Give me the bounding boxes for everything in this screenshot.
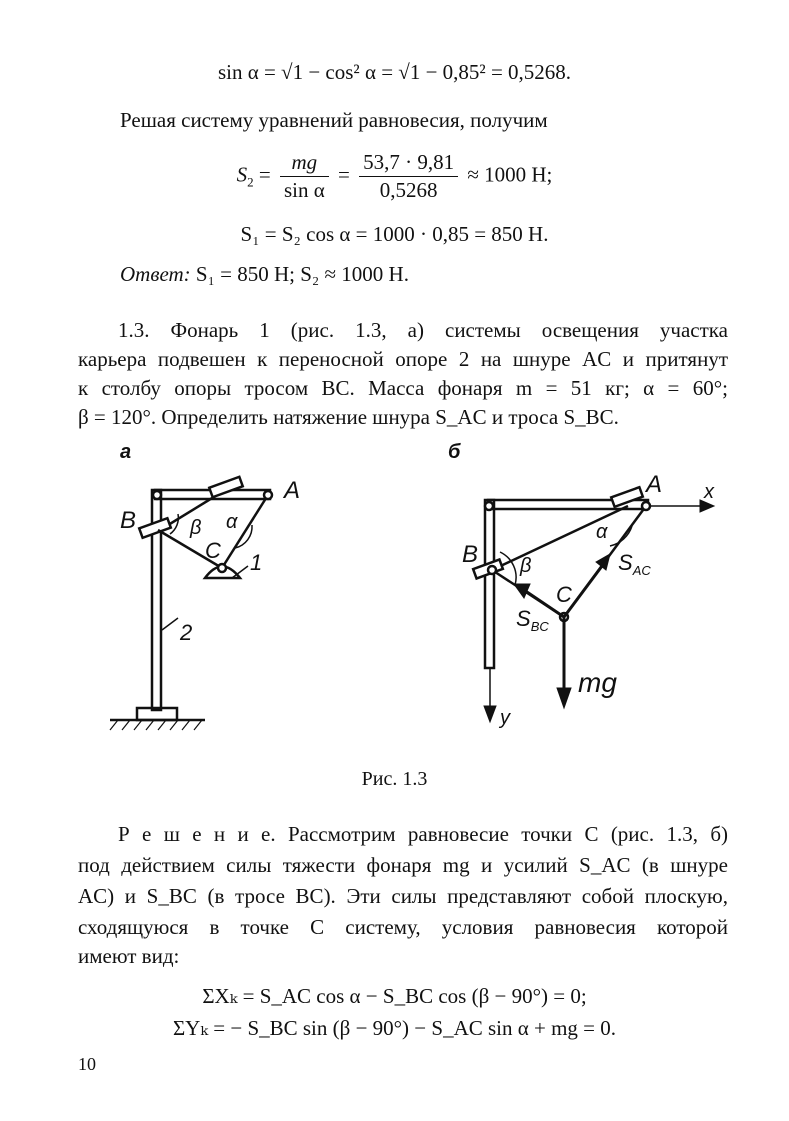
answer-label: Ответ:	[120, 262, 191, 286]
label-s-bc: $S_{BC}$	[516, 606, 549, 634]
label-x-axis: x	[704, 481, 714, 503]
label-alpha-panel-a: α	[226, 511, 238, 533]
formula-s2: $S_2$ = $\frac{mg}{\text{sin α}}$ = $\frac{53,7 \cdot 9,81}{0,5268}$ ≈ 1000 Н;	[236, 150, 553, 202]
solution-line-5: имеют вид:	[78, 944, 180, 968]
point-top-a	[153, 491, 161, 499]
label-1-panel-a: 1	[250, 550, 263, 575]
label-b-panel-a: B	[120, 507, 137, 534]
point-b-b	[488, 566, 496, 574]
solution-line-4: сходящуюся в точке C систему, условия равновесия которой	[78, 915, 728, 939]
solution-line-3: AC) и S_BC (в тросе BC). Эти силы представляют собой плоскую,	[78, 884, 728, 908]
formula-sin-alpha	[0, 60, 789, 85]
label-s-ac: $S_{AC}$	[618, 550, 651, 578]
fraction-mg-sin: $\frac{mg}{\text{sin α}}$	[280, 150, 329, 203]
ground-hatch	[110, 720, 202, 730]
panel-a-label: а	[120, 441, 132, 463]
label-y-axis: y	[500, 707, 510, 729]
problem-line-2: карьера подвешен к переносной опоре 2 на шнуре AC и притянут	[78, 347, 728, 371]
solution-line-1: Р е ш е н и е. Рассмотрим равновесие точки C (рис. 1.3, б)	[118, 822, 728, 846]
clamp-top-b	[611, 487, 643, 507]
label-2-panel-a: 2	[180, 620, 193, 645]
label-beta-panel-b: β	[520, 555, 532, 577]
label-beta-panel-a: β	[190, 517, 202, 539]
solve-line: Решая систему уравнений равновесия, получим	[120, 108, 548, 132]
label-b-panel-b: B	[462, 541, 479, 568]
figure-1-3	[0, 430, 789, 760]
answer-line	[120, 262, 409, 287]
y-axis-arrow	[484, 706, 496, 722]
problem-line-3: к столбу опоры тросом BC. Масса фонаря m = 51 кг; α = 60°;	[78, 376, 728, 400]
equation-sum-y: ΣYₖ = − S_BC sin (β − 90°) − S_AC sin α + mg = 0.	[172, 1016, 617, 1040]
answer-value: S₁ = 850 Н; S₂ ≈ 1000 Н.	[195, 262, 409, 286]
formula-s1: S₁ = S₂ cos α = 1000 · 0,85 = 850 Н.	[240, 222, 549, 246]
label-a-panel-a: A	[284, 477, 301, 504]
vector-mg-arrow	[557, 688, 571, 708]
point-top-b	[485, 502, 493, 510]
clamp-top	[209, 477, 242, 497]
equation-sum-x: ΣXₖ = S_AC cos α − S_BC cos (β − 90°) = 0;	[202, 984, 587, 1008]
point-a-a	[264, 491, 272, 499]
solution-line-2: под действием силы тяжести фонаря mg и усилий S_AC (в шнуре	[78, 853, 728, 877]
panel-b-label: б	[448, 441, 461, 463]
formula-sin-alpha-text: sin α = √1 − cos² α = √1 − 0,85² = 0,5268.	[217, 60, 572, 84]
label-mg: mg	[578, 667, 617, 698]
page-number: 10	[78, 1054, 96, 1074]
figure-caption: Рис. 1.3	[361, 768, 428, 790]
label-c-panel-a: C	[205, 538, 221, 563]
label-alpha-panel-b: α	[596, 521, 608, 543]
label-c-panel-b: C	[556, 582, 572, 607]
vector-sac-arrow	[596, 554, 610, 570]
problem-line-1: 1.3. Фонарь 1 (рис. 1.3, а) системы освещения участка	[118, 318, 728, 342]
point-a-b	[642, 502, 650, 510]
fraction-numeric: $\frac{53,7 \cdot 9,81}{0,5268}$	[359, 150, 458, 203]
leader-2	[162, 618, 178, 630]
pole-b	[485, 500, 494, 668]
point-c-a	[218, 564, 226, 572]
problem-line-4: β = 120°. Определить натяжение шнура S_AC и троса S_BC.	[78, 405, 619, 429]
label-a-panel-b: A	[646, 471, 663, 498]
